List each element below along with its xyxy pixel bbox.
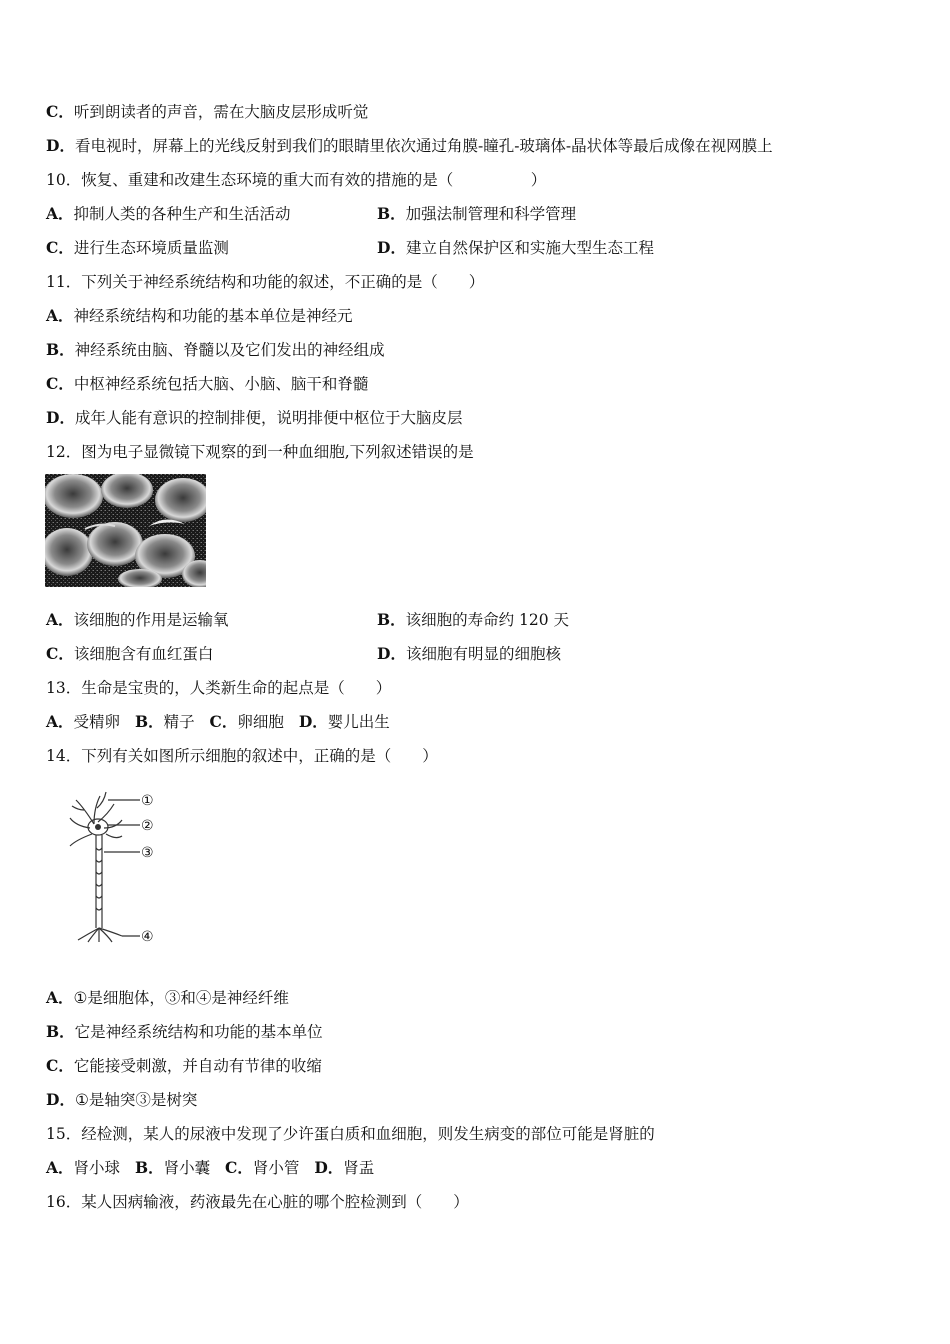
q12-option-c: C．该细胞含有血红蛋白 [46, 644, 214, 663]
q12-option-d: D．该细胞有明显的细胞核 [377, 644, 561, 663]
q10-option-d: D．建立自然保护区和实施大型生态工程 [377, 238, 654, 257]
label-3: ③ [141, 845, 154, 861]
q10-stem: 10．恢复、重建和改建生态环境的重大而有效的措施的是（ ） [46, 171, 547, 189]
q10-option-a: A．抑制人类的各种生产和生活活动 [46, 204, 291, 223]
q9-option-c: C．听到朗读者的声音，需在大脑皮层形成听觉 [46, 102, 369, 121]
red-blood-cell-micrograph [45, 474, 206, 587]
q12-stem: 12．图为电子显微镜下观察的到一种血细胞,下列叙述错误的是 [46, 443, 474, 461]
q14-option-d: D．①是轴突③是树突 [46, 1090, 198, 1109]
label-1: ① [141, 793, 154, 809]
q13-stem: 13．生命是宝贵的，人类新生命的起点是（ ） [46, 679, 392, 697]
q9-option-d: D．看电视时，屏幕上的光线反射到我们的眼睛里依次通过角膜-瞳孔-玻璃体-晶状体等最后成像在视网膜上 [46, 136, 773, 155]
neuron-diagram [64, 788, 164, 948]
q11-option-a: A．神经系统结构和功能的基本单位是神经元 [46, 306, 353, 325]
q12-option-a: A．该细胞的作用是运输氧 [46, 610, 229, 629]
q15-stem: 15．经检测，某人的尿液中发现了少许蛋白质和血细胞，则发生病变的部位可能是肾脏的 [46, 1125, 655, 1143]
q13-options: A．受精卵 B．精子 C．卵细胞 D．婴儿出生 [46, 712, 390, 731]
q11-stem: 11．下列关于神经系统结构和功能的叙述，不正确的是（ ） [46, 273, 485, 291]
label-4: ④ [141, 929, 154, 945]
q14-option-b: B．它是神经系统结构和功能的基本单位 [46, 1022, 323, 1041]
q11-option-d: D．成年人能有意识的控制排便，说明排便中枢位于大脑皮层 [46, 408, 463, 427]
q12-option-b: B．该细胞的寿命约 120 天 [377, 610, 570, 629]
q10-option-c: C．进行生态环境质量监测 [46, 238, 229, 257]
q14-stem: 14．下列有关如图所示细胞的叙述中，正确的是（ ） [46, 747, 438, 765]
q11-option-b: B．神经系统由脑、脊髓以及它们发出的神经组成 [46, 340, 385, 359]
q16-stem: 16．某人因病输液，药液最先在心脏的哪个腔检测到（ ） [46, 1193, 469, 1211]
q14-option-c: C．它能接受刺激，并自动有节律的收缩 [46, 1056, 322, 1075]
q11-option-c: C．中枢神经系统包括大脑、小脑、脑干和脊髓 [46, 374, 369, 393]
q14-option-a: A．①是细胞体，③和④是神经纤维 [46, 988, 289, 1007]
q15-options: A．肾小球 B．肾小囊 C．肾小管 D．肾盂 [46, 1158, 375, 1177]
q10-option-b: B．加强法制管理和科学管理 [377, 204, 577, 223]
label-2: ② [141, 818, 154, 834]
